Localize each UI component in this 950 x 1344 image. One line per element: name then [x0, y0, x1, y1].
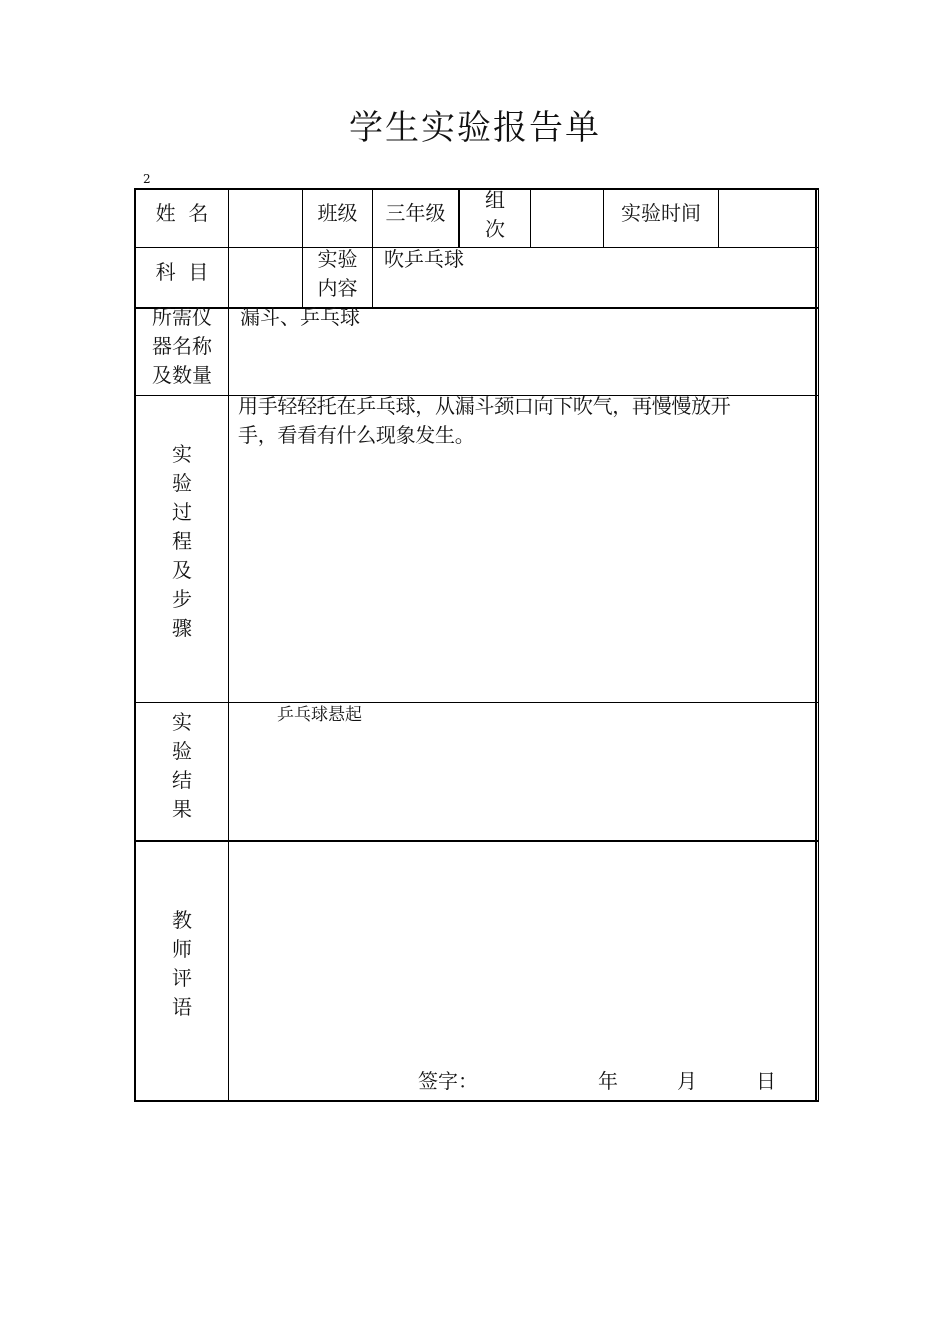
page-number: 2 — [143, 172, 151, 186]
result-label — [167, 708, 197, 824]
day-label: 日 — [756, 1069, 776, 1093]
process-label — [167, 440, 197, 643]
result-label-char: 果 — [172, 797, 192, 821]
comment-label-char: 教 — [172, 908, 192, 932]
group-label-line-1: 组 — [485, 188, 505, 212]
r1-col-7 — [718, 188, 719, 248]
process-label-char: 实 — [172, 442, 192, 466]
time-label: 实验时间 — [621, 201, 701, 225]
equipment-label-line-3: 及数量 — [152, 363, 212, 387]
content-value: 吹乒乓球 — [384, 247, 464, 271]
report-title: 学生实验报告单 — [349, 108, 601, 148]
process-label-char: 步 — [172, 587, 192, 611]
comment-label-char: 语 — [172, 995, 192, 1019]
process-label-char: 及 — [172, 558, 192, 582]
result-label-char: 验 — [172, 739, 192, 763]
result-value: 乒乓球悬起 — [277, 705, 362, 725]
process-label-char: 程 — [172, 529, 192, 553]
teacher-comment-area[interactable] — [230, 843, 814, 1053]
sign-label: 签字： — [418, 1069, 478, 1093]
row-line-4 — [134, 702, 818, 703]
process-line-1: 用手轻轻托在乒乓球，从漏斗颈口向下吹气，再慢慢放开 — [238, 394, 731, 418]
content-label — [303, 245, 372, 303]
equipment-label-line-2: 器名称 — [152, 334, 212, 358]
equipment-label-line-1: 所需仪 — [152, 305, 212, 329]
process-line-2: 手，看看有什么现象发生。 — [238, 423, 475, 447]
group-label-line-2: 次 — [485, 217, 505, 241]
comment-label-char: 评 — [172, 966, 192, 990]
content-label-line-1: 实验 — [317, 247, 358, 271]
process-label-char: 验 — [172, 471, 192, 495]
equipment-label — [136, 303, 228, 390]
name-label: 姓 名 — [155, 201, 209, 225]
r1-col-5 — [530, 188, 531, 248]
group-label — [460, 186, 530, 244]
comment-label — [167, 906, 197, 1022]
result-label-char: 结 — [172, 768, 192, 792]
border-right — [815, 188, 817, 1102]
label-col-line — [228, 188, 229, 1102]
year-label: 年 — [598, 1069, 618, 1093]
row-line-5 — [134, 840, 818, 842]
content-label-line-2: 内容 — [317, 276, 358, 300]
border-bottom — [134, 1100, 818, 1102]
result-label-char: 实 — [172, 710, 192, 734]
process-label-char: 过 — [172, 500, 192, 524]
class-label: 班级 — [317, 201, 358, 225]
process-label-char: 骤 — [172, 616, 192, 640]
month-label: 月 — [677, 1069, 697, 1093]
equipment-value: 漏斗、乒乓球 — [240, 305, 360, 329]
process-text — [238, 392, 813, 450]
comment-label-char: 师 — [172, 937, 192, 961]
class-value: 三年级 — [385, 201, 446, 225]
subject-label: 科 目 — [155, 260, 209, 284]
border-right-outer — [818, 188, 819, 1102]
